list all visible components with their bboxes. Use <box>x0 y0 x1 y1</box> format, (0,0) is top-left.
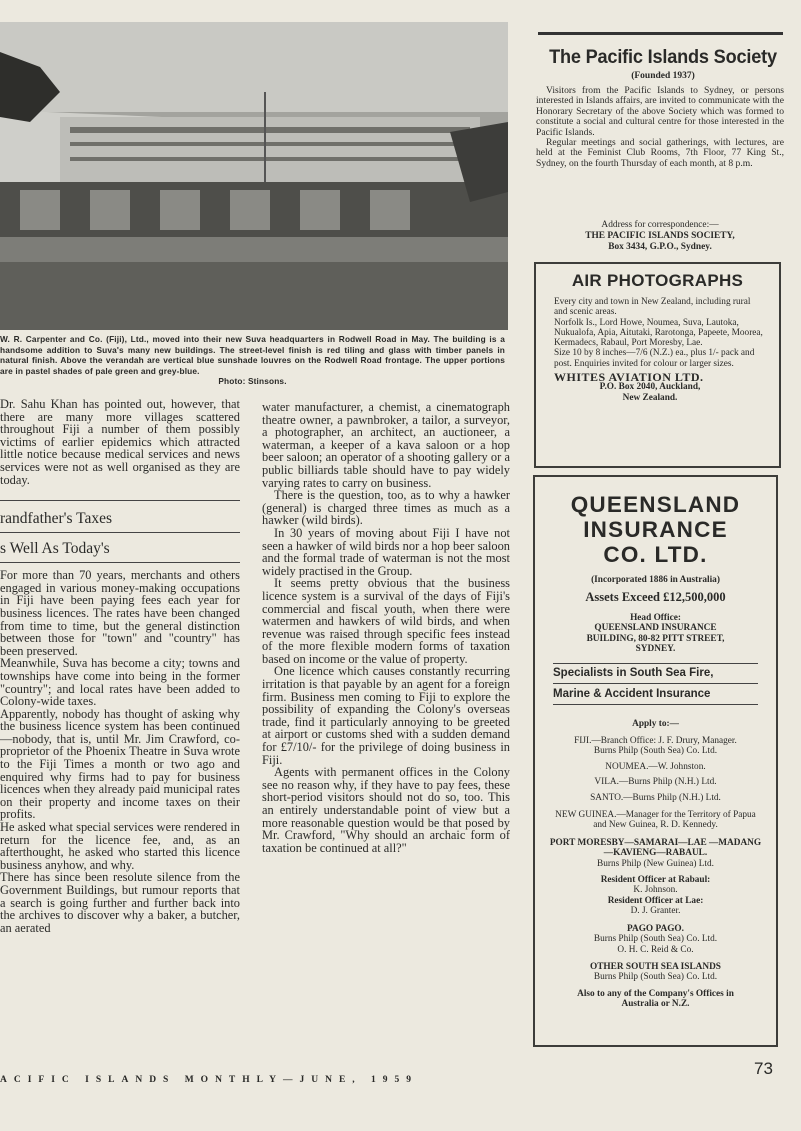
qi-agent-port-moresby-2: Burns Philp (New Guinea) Ltd. <box>597 858 714 869</box>
qi-other-2: Burns Philp (South Sea) Co. Ltd. <box>593 972 718 983</box>
qi-agent-fiji-2: Burns Philp (South Sea) Co. Ltd. <box>593 746 718 757</box>
article-column-1 <box>0 398 240 934</box>
page-number: 73 <box>754 1059 773 1078</box>
qi-marine: Marine & Accident Insurance <box>553 687 711 700</box>
qi-pago: PAGO PAGO. <box>627 923 684 934</box>
society-address-box: Box 3434, G.P.O., Sydney. <box>608 242 712 252</box>
society-founded: (Founded 1937) <box>631 71 695 81</box>
article-paragraph: There has since been resolute silence from the Government Buildings, but rumour reports that a search is going further and further back into the archives to discover why a baker, a butcher, an aerated <box>0 870 240 935</box>
society-address-label: Address for correspondence:— <box>601 220 719 230</box>
qi-pago-2: Burns Philp (South Sea) Co. Ltd. <box>593 934 718 945</box>
qi-agent-port-moresby: PORT MORESBY—SAMARAI—LAE —MADANG—KAVIENG—RABAUL. <box>549 837 762 859</box>
divider <box>0 562 240 563</box>
magazine-footer: ACIFIC ISLANDS MONTHLY—JUNE, 1959 <box>0 1075 419 1085</box>
qi-rabaul-label: Resident Officer at Rabaul: <box>600 874 711 885</box>
article-paragraph: In 30 years of moving about Fiji I have not seen a hawker of wild birds nor a hop beer saloon and the formal trade of waterman is not the most widely practised in the Group. <box>262 525 510 578</box>
queensland-insurance-ad <box>533 475 778 1047</box>
qi-title-line: QUEENSLAND <box>570 492 741 517</box>
article-column-2 <box>262 401 510 854</box>
qi-title-line: INSURANCE <box>583 517 728 542</box>
qi-rabaul: K. Johnson. <box>633 885 678 896</box>
qi-title-line: CO. LTD. <box>603 542 708 567</box>
qi-head-office-line: BUILDING, 80-82 PITT STREET, <box>586 633 725 644</box>
society-top-rule <box>538 32 783 35</box>
qi-head-office-line: QUEENSLAND INSURANCE <box>594 623 717 634</box>
article-heading-1: randfather's Taxes <box>0 510 113 528</box>
qi-apply: Apply to:— <box>632 718 679 729</box>
qi-head-office-line: SYDNEY. <box>635 644 676 655</box>
article-paragraph: Apparently, nobody has thought of asking why the business licence system has been continued—nobody, that is, until Mr. Jim Crawford, co-proprietor of the Phoenix Theatre in Suva wrote to the Fiji Times a month or two ago and enquired why firms had to pay for business licences when they already paid municipal rates on their property and income taxes on their profits. <box>0 706 240 822</box>
caption-text: W. R. Carpenter and Co. (Fiji), Ltd., moved into their new Suva headquarters in Rodwell Road in May. The building is a handsome addition to Suva's many new buildings. The street-level finish is red tiling and glass with timber panels in natural finish. Above the verandah are vertical blue sunshade louvres on the Rodwell Road frontage. The upper portions are in pastel shades of pale green and grey-blue. <box>0 334 505 376</box>
qi-also: Also to any of the Company's Offices in Australia or N.Z. <box>577 988 734 1010</box>
air-company: WHITES AVIATION LTD. <box>554 370 704 385</box>
article-paragraph: Agents with permanent offices in the Colony see no reason why, if they have to pay fees, these short-period visitors should not do so, too. This an entirely understandable point of view but a more reasonable question would be that posed by Mr. Crawford, "Why should an archaic form of taxation be continued at all?" <box>262 765 510 855</box>
qi-agent-vila: VILA.—Burns Philp (N.H.) Ltd. <box>594 777 717 788</box>
air-photographs-title: AIR PHOTOGRAPHS <box>571 271 744 290</box>
qi-lae-label: Resident Officer at Lae: <box>607 895 704 906</box>
article-paragraph: Meanwhile, Suva has become a city; towns and townships have come into being in the former "country"; and local rates have been added to Colony-wide taxes. <box>0 656 240 709</box>
qi-assets: Assets Exceed £12,500,000 <box>585 589 726 604</box>
qi-specialists: Specialists in South Sea Fire, <box>553 666 714 679</box>
society-body <box>536 86 784 169</box>
qi-other: OTHER SOUTH SEA ISLANDS <box>590 961 721 972</box>
qi-agent-santo: SANTO.—Burns Philp (N.H.) Ltd. <box>590 792 721 803</box>
article-intro: Dr. Sahu Khan has pointed out, however, that there are many more villages scattered throughout Fiji a number of them possibly victims of earlier epidemics which attracted little notice because medical services and news services were not as well organised as they are today. <box>0 398 240 487</box>
article-paragraph: He asked what special services were rendered in return for the licence fee, and, as an afterthought, he asked who started this licence business anyhow, and why. <box>0 820 240 872</box>
society-paragraph: Visitors from the Pacific Islands to Sydney, or persons interested in Islands affairs, are invited to communicate with the Honorary Secretary of the above Society which was formed to constitute a social and cultural centre for those interested in the Pacific Islands. <box>536 85 784 138</box>
air-paragraph: Norfolk Is., Lord Howe, Noumea, Suva, Lautoka, Nukualofa, Apia, Aitutaki, Rarotonga, Papeete, Moorea, Kermadecs, Rabaul, Port Moresby, Lae. <box>554 317 763 349</box>
divider <box>0 532 240 533</box>
qi-agent-noumea: NOUMEA.—W. Johnston. <box>605 761 706 772</box>
article-paragraph: It seems pretty obvious that the business licence system is a survival of the days of Fiji's commercial and fiscal youth, when there were watermen and hawkers of wild birds, and when revenue was raised through specific fees instead of the more flexible modern forms of taxation based on income or the value of property. <box>262 576 510 666</box>
qi-incorporated: (Incorporated 1886 in Australia) <box>591 575 720 585</box>
air-photographs-ad <box>534 262 781 468</box>
air-address-line: New Zealand. <box>622 392 678 403</box>
society-address <box>536 220 784 253</box>
society-paragraph: Regular meetings and social gatherings, with lectures, are held at the Feminist Club Rooms, 7th Floor, 77 King St., Sydney, on the fourth Thursday of each month, at 8 p.m. <box>536 137 784 169</box>
article-paragraph: One licence which causes constantly recurring irritation is that payable by an agent for a foreign firm. Business men coming to Fiji to explore the possibility of expanding the Colony's overseas trade, find it particularly annoying to be greeted at airport or customs shed with a sudden demand for £7/10/- for the privilege of doing business in Fiji. <box>262 664 510 767</box>
qi-head-office-label: Head Office: <box>630 612 681 623</box>
photo-credit: Photo: Stinsons. <box>218 376 287 387</box>
photo-caption <box>0 334 505 387</box>
society-title: The Pacific Islands Society <box>549 46 777 68</box>
air-photographs-body <box>554 297 766 403</box>
article-paragraph: For more than 70 years, merchants and others engaged in various money-making occupations in Fiji have been paying fees each year for business licences. The rates have been changed from time to time, but the general distinction between those for "town" and "country" has been preserved. <box>0 568 240 658</box>
qi-lae: D. J. Granter. <box>630 906 681 917</box>
divider <box>553 704 758 705</box>
qi-agent-fiji: FIJI.—Branch Office: J. F. Drury, Manager. <box>574 735 737 746</box>
divider <box>553 683 758 684</box>
society-address-name: THE PACIFIC ISLANDS SOCIETY, <box>585 231 735 241</box>
qi-pago-3: O. H. C. Reid & Co. <box>617 945 694 956</box>
article-paragraph: water manufacturer, a chemist, a cinematograph theatre owner, a pawnbroker, a tailor, a surveyor, a photographer, an architect, an auctioneer, a waterman, a keeper of a kava saloon or a hop beer saloon; an operator of a shooting gallery or a public billiards table should have to pay widely varying rates to carry on business. <box>262 400 510 490</box>
divider <box>0 500 240 501</box>
divider <box>553 663 758 664</box>
air-address-line: P.O. Box 2040, Auckland, <box>599 382 701 393</box>
article-paragraph: There is the question, too, as to why a hawker (general) is charged three times as much as a hawker (wild birds). <box>262 488 510 528</box>
qi-agent-new-guinea: NEW GUINEA.—Manager for the Territory of Papua and New Guinea, R. D. Kennedy. <box>555 809 756 831</box>
air-paragraph: Size 10 by 8 inches—7/6 (N.Z.) ea., plus 1/- pack and post. Enquiries invited for colour or larger sizes. <box>554 348 755 369</box>
air-paragraph: Every city and town in New Zealand, including rural and scenic areas. <box>554 297 751 318</box>
article-heading-2: s Well As Today's <box>0 540 110 558</box>
building-photo <box>0 22 508 330</box>
